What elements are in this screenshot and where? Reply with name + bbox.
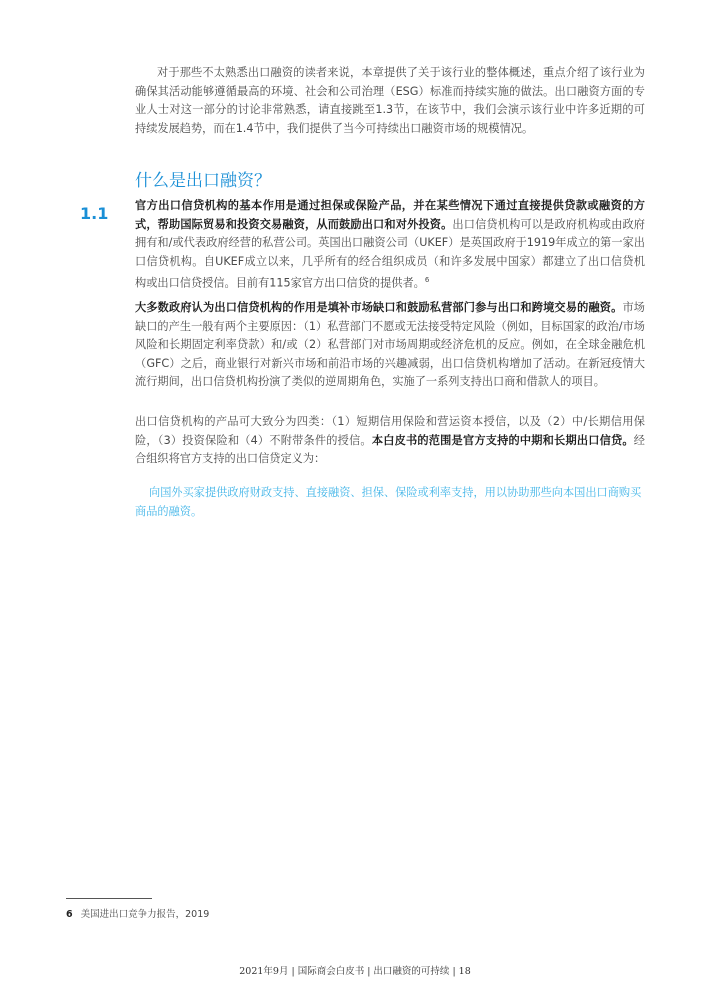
section-title: 什么是出口融资？ <box>135 171 271 191</box>
footnote-ref: 6 <box>424 276 430 284</box>
paragraph-eca-role-text: 出口信贷机构可以是政府机构或由政府拥有和/或代表政府经营的私营公司。英国出口融资公司（UKEF）是英国政府于1919年成立的第一家出口信贷机构。自UKEF成立以来，几乎所有的经合组织成员（和许多发展中国家）都建立了出口信贷机构或出口信贷授信。目前有115家官方出口信贷的提供者。 <box>135 217 645 290</box>
footnote-divider <box>66 898 152 899</box>
footnote-number: 6 <box>66 909 73 920</box>
section-number: 1.1 <box>80 204 109 223</box>
paragraph-eca-role-bold: 官方出口信贷机构的基本作用是通过担保或保险产品，并在某些情况下通过直接提供贷款或融资的方式，帮助国际贸易和投资交易融资，从而鼓励出口和对外投资。 <box>135 199 645 231</box>
paragraph-product-types <box>135 413 645 469</box>
paragraph-eca-role <box>135 197 645 293</box>
footnote <box>66 906 209 920</box>
footnote-text: 美国进出口竞争力报告，2019 <box>80 909 210 920</box>
page-footer: 2021年9月 | 国际商会白皮书 | 出口融资的可持续 | 18 <box>239 966 471 977</box>
paragraph-market-gap <box>135 299 645 392</box>
intro-paragraph: 对于那些不太熟悉出口融资的读者来说，本章提供了关于该行业的整体概述，重点介绍了该行业为确保其活动能够遵循最高的环境、社会和公司治理（ESG）标准而持续实施的做法。出口融资方面的专业人士对这一部分的讨论非常熟悉，请直接跳至1.3节，在该节中，我们会演示该行业中许多近期的可持续发展趋势，而在1.4节中，我们提供了当今可持续出口融资市场的规模情况。 <box>135 66 645 135</box>
paragraph-product-types-text: 出口信贷机构的产品可大致分为四类：（1）短期信用保险和营运资本授信，以及（2）中/长期信用保险，（3）投资保险和（4）不附带条件的授信。 <box>135 415 645 447</box>
paragraph-product-types-bold: 本白皮书的范围是官方支持的中期和长期出口信贷。 <box>371 433 634 447</box>
paragraph-product-types-text2: 经合组织将官方支持的出口信贷定义为： <box>135 433 645 465</box>
paragraph-market-gap-text: 市场缺口的产生一般有两个主要原因：（1）私营部门不愿或无法接受特定风险（例如，目标国家的政治/市场风险和长期固定利率贷款）和/或（2）私营部门对市场周期或经济危机的反应。例如，在全球金融危机（GFC）之后，商业银行对新兴市场和前沿市场的兴趣减弱，出口信贷机构增加了活动。在新冠疫情大流行期间，出口信贷机构扮演了类似的逆周期角色，实施了一系列支持出口商和借款人的项目。 <box>135 301 645 388</box>
paragraph-market-gap-bold: 大多数政府认为出口信贷机构的作用是填补市场缺口和鼓励私营部门参与出口和跨境交易的融资。 <box>135 301 623 314</box>
oecd-definition-quote: 向国外买家提供政府财政支持、直接融资、担保、保险或利率支持，用以协助那些向本国出口商购买商品的融资。 <box>135 486 642 518</box>
